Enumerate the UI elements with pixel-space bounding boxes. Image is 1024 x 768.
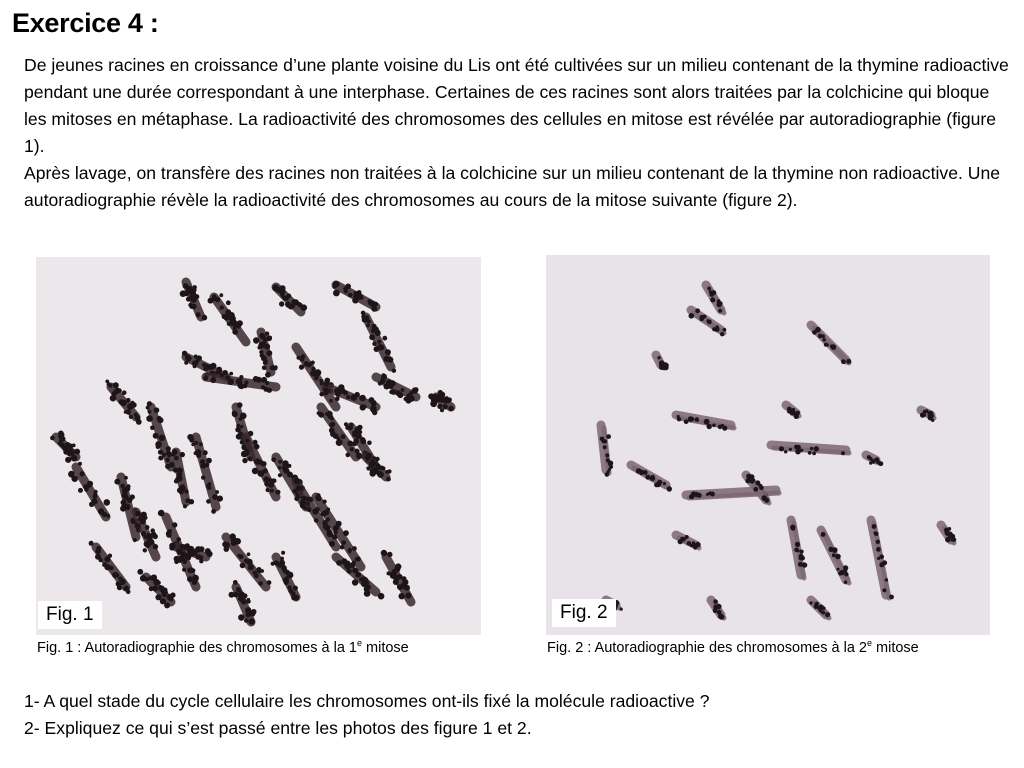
chromosome [68, 462, 110, 518]
intro-text [24, 52, 1009, 214]
chromosome [428, 390, 453, 412]
figure-2-caption-main: Fig. 2 : Autoradiographie des chromosomes à la 2 [547, 639, 867, 656]
figure-1-photo [36, 257, 481, 635]
chromosome [89, 541, 131, 594]
chromosome [229, 580, 257, 625]
chromosome [787, 407, 800, 419]
question-2: 2- Expliquez ce qui s’est passé entre les photos des figure 1 et 2. [24, 718, 532, 738]
chromosome [944, 527, 956, 543]
figure-2-autoradiograph [546, 255, 990, 635]
figure-2-label: Fig. 2 [552, 599, 616, 627]
chromosome [361, 311, 396, 373]
chromosome [658, 356, 669, 370]
chromosome [180, 282, 208, 320]
figure-2-photo [546, 255, 990, 635]
chromosome [821, 532, 849, 584]
question-1: 1- A quel stade du cycle cellulaire les chromosomes ont-ils fixé la molécule radioactive ? [24, 691, 710, 711]
figure-2-caption [547, 638, 919, 656]
figure-1-autoradiograph [36, 257, 481, 635]
exercise-title: Exercice 4 : [12, 8, 159, 38]
intro-paragraph-1: De jeunes racines en croissance d’une plante voisine du Lis ont été cultivées sur un milieu contenant de la thymine radioactive pendant une durée correspondant à une interphase. Certaines de ces racines sont alors traitées par la colchicine qui bloque les mitoses en métaphase. La radioactivité des chromosomes des cellules en mitose est révélée par autoradiographie (figure 1). [24, 55, 1009, 156]
figure-2-caption-end: mitose [872, 639, 919, 656]
chromosome [634, 468, 672, 492]
chromosome [253, 332, 278, 378]
chromosome [333, 281, 379, 312]
chromosome [296, 347, 340, 407]
chromosome [381, 550, 412, 602]
figure-1-caption [37, 638, 409, 656]
chromosome [146, 401, 175, 469]
chromosome [376, 373, 419, 403]
questions [24, 688, 710, 742]
figure-1-caption-main: Fig. 1 : Autoradiographie des chromosomes à la 1 [37, 639, 357, 656]
chromosome [171, 449, 194, 508]
chromosome [208, 293, 247, 342]
chromosome [203, 373, 276, 393]
chromosome [137, 569, 175, 609]
chromosome [272, 285, 307, 313]
figure-2-caption-sup: e [866, 638, 872, 648]
figure-1-label: Fig. 1 [38, 601, 102, 629]
chromosome [812, 327, 851, 364]
chromosome [105, 380, 141, 425]
chromosome [271, 551, 300, 601]
chromosome [242, 437, 281, 497]
chromosome [222, 533, 271, 587]
chromosome [365, 452, 391, 481]
figure-1-caption-end: mitose [362, 639, 409, 656]
intro-paragraph-2: Après lavage, on transfère des racines non traitées à la colchicine sur un milieu contenant de la thymine non radioactive. Une autoradiographie révèle la radioactivité des chromosomes au cours de la mitose suivante (figure 2). [24, 163, 1001, 210]
chromosome [50, 431, 80, 463]
figure-1-caption-sup: e [356, 638, 362, 648]
